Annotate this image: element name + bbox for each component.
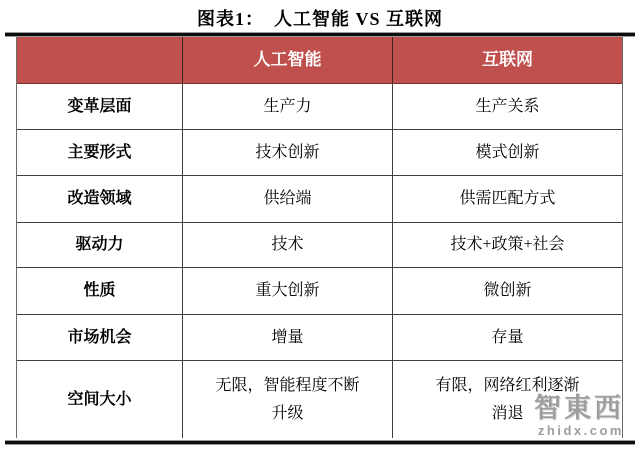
internet-value-cell: [393, 361, 622, 438]
header-ai-cell: 人工智能: [182, 37, 393, 83]
figure-title: 图表1： 人工智能 VS 互联网: [196, 9, 443, 29]
internet-value-text: 有限，网络红利逐渐消退: [435, 376, 580, 422]
internet-value-cell: 生产关系: [475, 97, 540, 115]
internet-value-cell: 存量: [491, 328, 524, 346]
ai-value-text: 无限，智能程度不断升级: [215, 376, 360, 422]
table-row: [17, 268, 622, 315]
table-row: [17, 130, 622, 176]
row-label-cell: 变革层面: [67, 97, 132, 115]
internet-value-cell: 微创新: [483, 282, 532, 299]
zhidx-url-text: zhidx.com: [537, 423, 624, 438]
row-label-cell: 市场机会: [67, 328, 132, 346]
internet-value-cell: 供需匹配方式: [459, 190, 556, 207]
row-label-cell: 性质: [83, 282, 116, 299]
table-row: [17, 84, 622, 130]
ai-value-cell: 技术: [182, 223, 393, 267]
ai-value-cell: 生产力: [182, 84, 393, 129]
row-label-cell: 改造领域: [67, 190, 132, 207]
internet-value-cell: 技术+政策+社会: [450, 236, 565, 253]
zhidx-logo: 智東西: [534, 393, 624, 423]
table-bottom-rule: [5, 440, 635, 445]
row-label-cell: 主要形式: [67, 143, 132, 161]
row-label-cell: 驱动力: [75, 236, 124, 253]
header-corner-cell: [17, 37, 182, 83]
ai-value-cell: 增量: [182, 315, 393, 360]
ai-value-cell: 重大创新: [182, 268, 393, 314]
table-row: [17, 176, 622, 223]
ai-value-cell: 技术创新: [182, 130, 393, 175]
table-header-row: [17, 37, 622, 84]
table-row: [17, 315, 622, 361]
table-row: [17, 361, 622, 438]
ai-value-cell: [182, 361, 393, 438]
table-row: [17, 223, 622, 268]
comparison-table: [16, 37, 623, 438]
row-label-cell: 空间大小: [67, 390, 132, 408]
header-internet-cell: 互联网: [482, 50, 533, 69]
ai-value-cell: 供给端: [182, 176, 393, 222]
internet-value-cell: 模式创新: [475, 143, 540, 161]
